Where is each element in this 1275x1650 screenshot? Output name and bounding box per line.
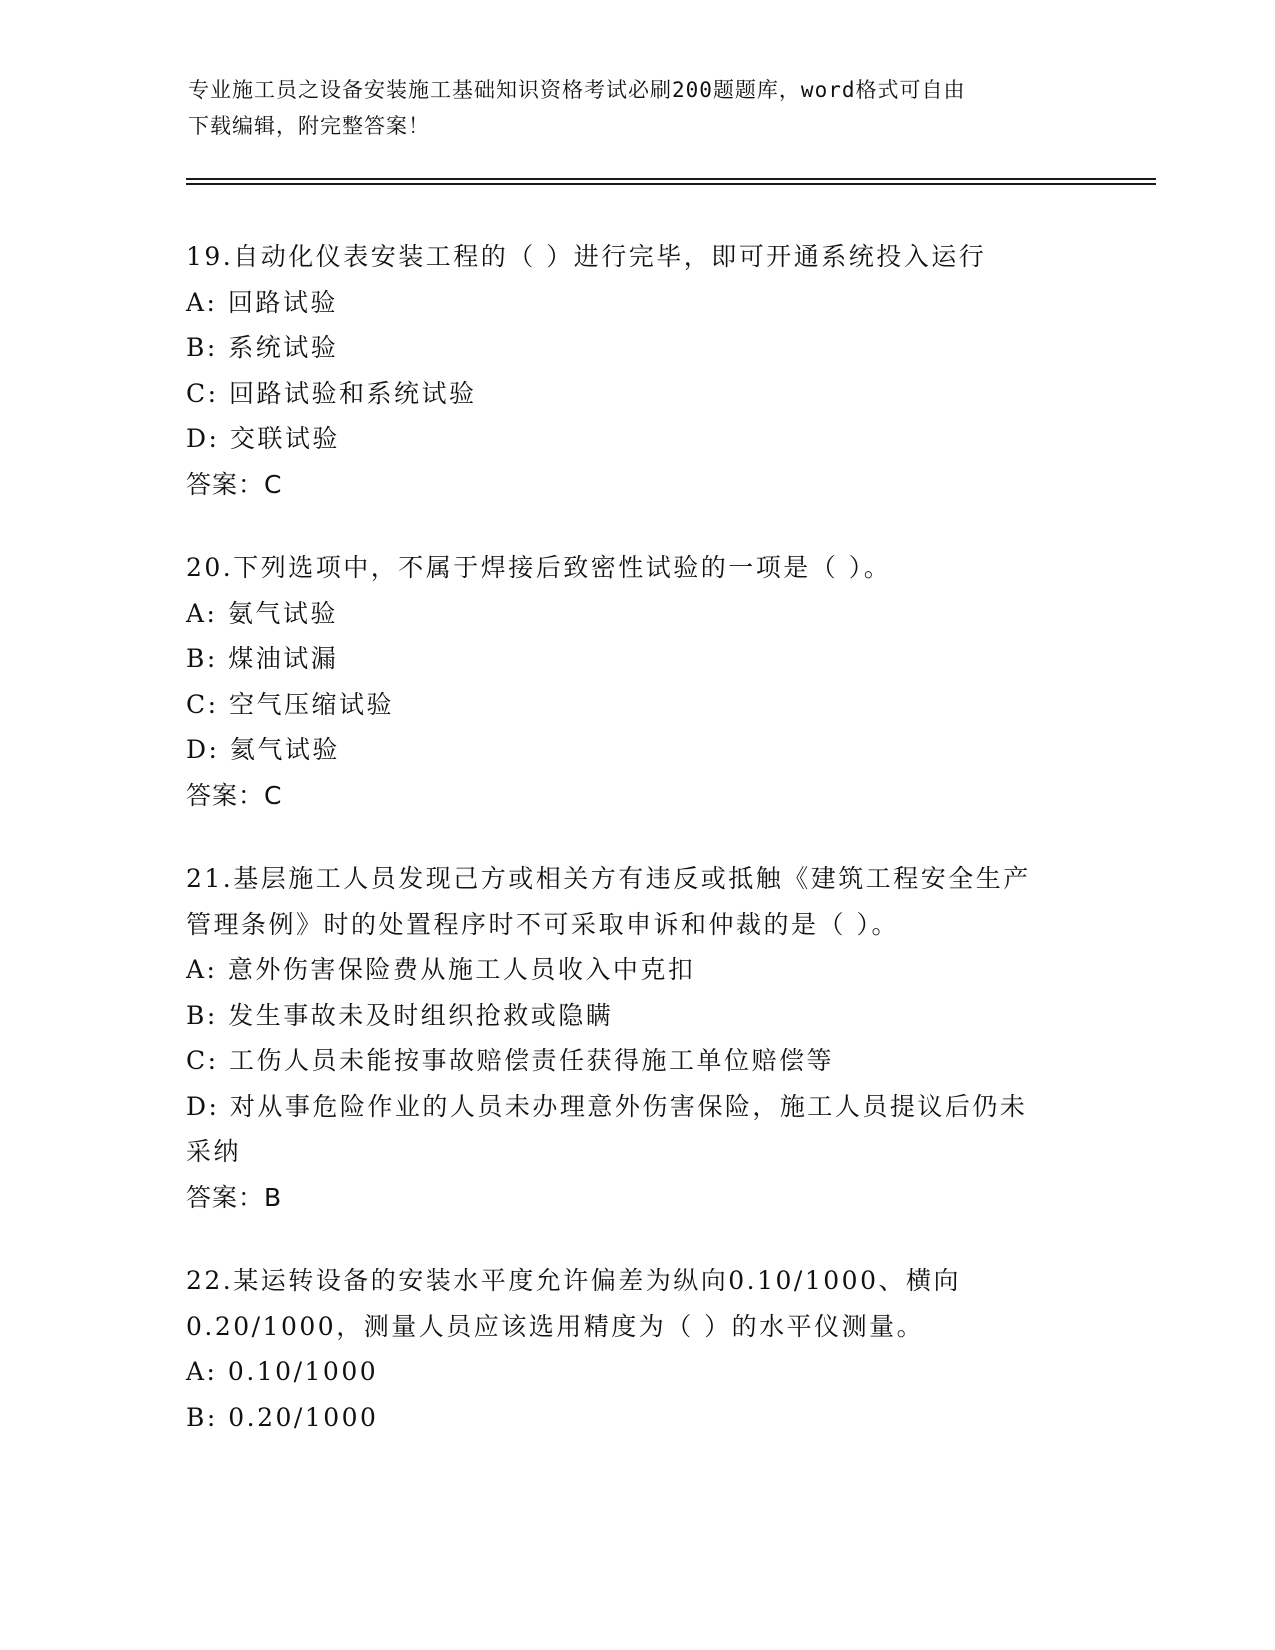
- question-item: [186, 856, 1086, 1220]
- question-item: [186, 234, 1086, 507]
- header-divider: [186, 178, 1156, 180]
- question-option: D: 对从事危险作业的人员未办理意外伤害保险，施工人员提议后仍未: [186, 1091, 1028, 1121]
- question-stem: 管理条例》时的处置程序时不可采取申诉和仲裁的是（ ）。: [186, 909, 899, 939]
- question-item: [186, 545, 1086, 818]
- question-option: C: 空气压缩试验: [186, 689, 394, 719]
- header-line-2: 下载编辑，附完整答案！: [188, 114, 430, 138]
- question-stem: 21.基层施工人员发现己方或相关方有违反或抵触《建筑工程安全生产: [186, 864, 1031, 893]
- question-option: B: 0.20/1000: [186, 1402, 379, 1432]
- question-option: B: 煤油试漏: [186, 644, 339, 673]
- question-option: A: 氨气试验: [186, 598, 338, 628]
- question-stem: 0.20/1000，测量人员应该选用精度为（ ）的水平仪测量。: [186, 1311, 925, 1341]
- header-line-1: 专业施工员之设备安装施工基础知识资格考试必刷200题题库，word格式可自由: [188, 78, 966, 102]
- question-list: [186, 234, 1086, 1478]
- question-option: A: 回路试验: [186, 287, 338, 317]
- question-stem: 19.自动化仪表安装工程的（ ）进行完毕，即可开通系统投入运行: [186, 242, 987, 271]
- question-option: 采纳: [186, 1137, 242, 1166]
- question-stem: 22.某运转设备的安装水平度允许偏差为纵向0.10/1000、横向: [186, 1266, 961, 1295]
- question-option: A: 意外伤害保险费从施工人员收入中克扣: [186, 955, 696, 984]
- question-option: C: 工伤人员未能按事故赔偿责任获得施工单位赔偿等: [186, 1046, 835, 1075]
- answer-label: 答案：C: [186, 780, 283, 810]
- question-option: C: 回路试验和系统试验: [186, 378, 477, 408]
- answer-label: 答案：C: [186, 469, 283, 499]
- question-option: D: 交联试验: [186, 424, 340, 453]
- answer-label: 答案：B: [186, 1182, 283, 1212]
- header-divider-secondary: [186, 183, 1156, 185]
- question-option: B: 发生事故未及时组织抢救或隐瞒: [186, 1000, 614, 1030]
- question-stem: 20.下列选项中，不属于焊接后致密性试验的一项是（ ）。: [186, 553, 892, 582]
- question-option: B: 系统试验: [186, 333, 339, 362]
- question-option: A: 0.10/1000: [186, 1357, 379, 1386]
- question-option: D: 氦气试验: [186, 735, 340, 764]
- question-item: [186, 1258, 1086, 1440]
- document-header: [188, 72, 1088, 144]
